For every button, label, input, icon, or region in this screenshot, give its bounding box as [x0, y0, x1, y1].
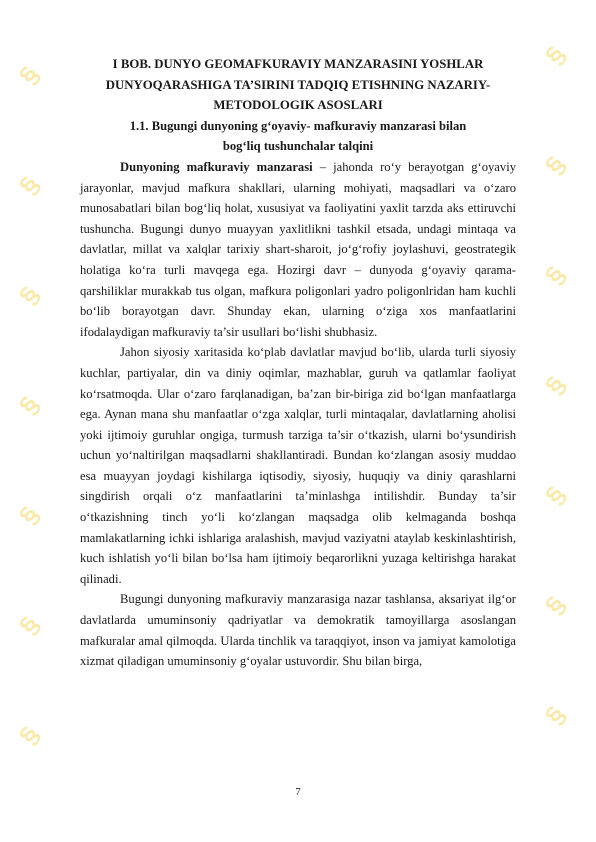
watermark-mark: § — [538, 590, 572, 620]
watermark-mark: § — [12, 280, 46, 310]
watermark-right — [540, 0, 570, 842]
paragraph-3: Bugungi dunyoning mafkuraviy manzarasiga nazar tashlansa, aksariyat ilg‘or davlatlarda umuminsoniy qadriyatlar va demokratik tamoyillarga asoslangan mafkuralar amal qilmoqda. Ularda tinchlik va taraqqiyot, inson va jamiyat kamolotiga xizmat qiladigan umuminsoniy g‘oyalar ustuvordir. Shu bilan birga, — [80, 592, 516, 669]
watermark-mark: § — [12, 720, 46, 750]
section-title: 1.1. Bugungi dunyoning g‘oyaviy- mafkuraviy manzarasi bilan bog‘liq tushunchalar talqini — [129, 118, 467, 154]
watermark-mark: § — [538, 480, 572, 510]
paragraph-1 — [80, 157, 516, 342]
watermark-mark: § — [12, 500, 46, 530]
paragraph-2: Jahon siyosiy xaritasida ko‘plab davlatlar mavjud bo‘lib, ularda turli siyosiy kuchlar, partiyalar, din va diniy oqimlar, mazhablar, guruh va qatlamlar faoliyat ko‘rsatmoqda. Ular o‘zaro farqlanadigan, ba’zan bir-biriga zid bo‘lgan manfaatlarga ega. Aynan mana shu manfaatlar o‘zga xalqlar, turli mintaqalar, davlatlarning aholisi yoki ijtimoiy guruhlar ongiga, turmush tarziga ta’sir o‘tkazish, ularni bo‘ysundirish uchun yo‘naltirilgan maqsadlarni shakllantiradi. Bundan ko‘zlangan asosiy muddao esa muayyan joydagi kishilarga iqtisodiy, siyosiy, huquqiy va diniy qarashlarni singdirish orqali o‘z manfaatlarini ta’minlashga intilishdir. Bunday ta’sir o‘tkazishning tinch yo‘li ko‘zlangan maqsadga olib kelmaganda boshqa mamlakatlarning ichki ishlariga aralashish, mavjud vaziyatni ataylab keskinlashtirish, kuch ishlatish yo‘li bilan bo‘lsa ham ijtimoiy beqarorlikni yuzaga keltirishga harakat qilinadi. — [80, 345, 516, 586]
chapter-title: I BOB. DUNYO GEOMAFKURAVIY MANZARASINI YOSHLAR DUNYOQARASHIGA TA’SIRINI TADQIQ ETISHNING NAZARIY-METODOLOGIK ASOSLARI — [105, 57, 491, 113]
defined-term: Dunyoning mafkuraviy manzarasi — [120, 159, 313, 174]
watermark-mark: § — [538, 260, 572, 290]
watermark-mark: § — [12, 170, 46, 200]
watermark-mark: § — [538, 150, 572, 180]
watermark-mark: § — [12, 60, 46, 90]
document-body — [80, 54, 516, 672]
watermark-mark: § — [538, 40, 572, 70]
watermark-mark: § — [538, 370, 572, 400]
watermark-left — [14, 0, 44, 842]
paragraph-1-text: – jahonda ro‘y berayotgan g‘oyaviy jarayonlar, mavjud mafkura shakllari, ularning mohiyati, maqsadlari va o‘zaro munosabatlari bilan bog‘liq holat, xususiyat va faoliyatini yaxlit tarzda aks ettiruvchi tushuncha. Bugungi dunyo muayyan yaxlitlikni tashkil etsada, undagi mintaqa va davlatlar, millat va xalqlar tarixiy shart-sharoit, jo‘g‘rofiy joylashuvi, geostrategik holatiga ko‘ra turli mavqega ega. Hozirgi davr – dunyoda g‘oyaviy qarama-qarshiliklar murakkab tus olgan, mafkura poligonlari yadro poligonlridan ham kuchli bo‘lib borayotgan davr. Shunday ekan, ularning o‘ziga xos manfaatlarini ifodalaydigan mafkuraviy ta’sir usullari bo‘lishi shubhasiz. — [80, 159, 516, 339]
watermark-mark: § — [12, 610, 46, 640]
watermark-mark: § — [538, 700, 572, 730]
page-number: 7 — [295, 786, 301, 798]
watermark-mark: § — [12, 390, 46, 420]
